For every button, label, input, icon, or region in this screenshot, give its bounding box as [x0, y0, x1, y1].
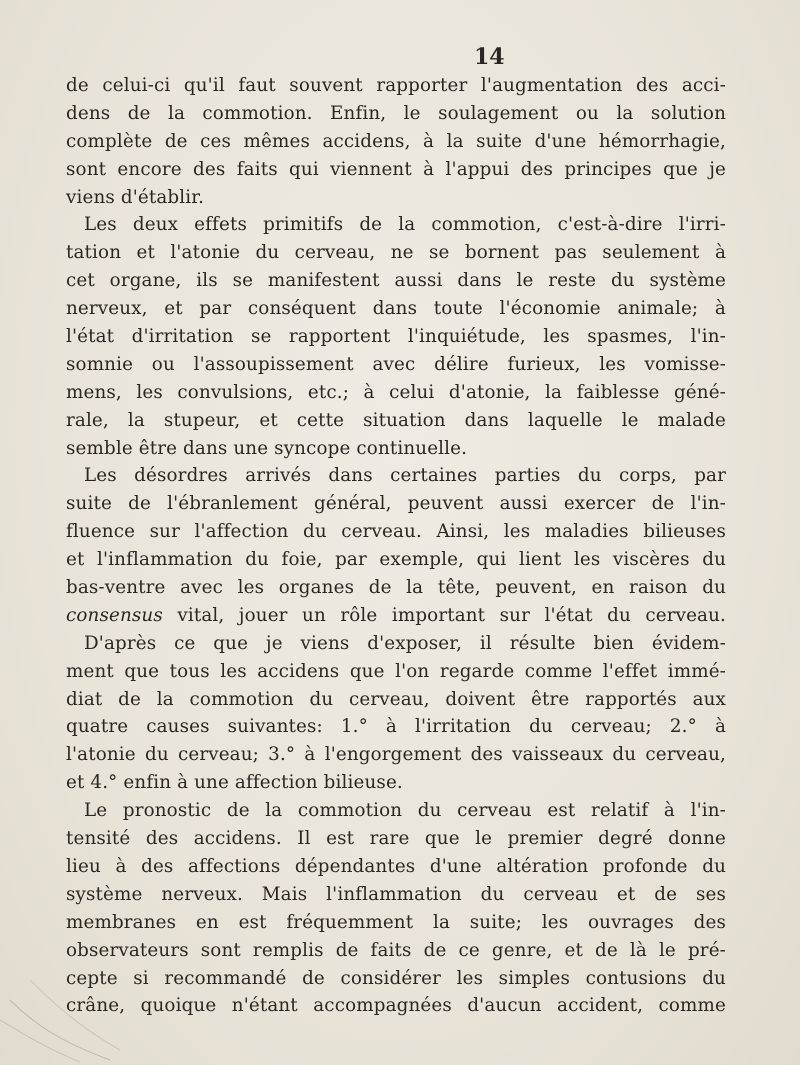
- text-line: quatre causes suivantes: 1.° à l'irritation du cerveau; 2.° à: [66, 716, 726, 738]
- text-line: dens de la commotion. Enfin, le soulagement ou la solution: [66, 102, 726, 124]
- text-line: l'atonie du cerveau; 3.° à l'engorgement des vaisseaux du cerveau,: [66, 744, 726, 766]
- text-line: lieu à des affections dépendantes d'une altération profonde du: [66, 855, 726, 877]
- text-line: cet organe, ils se manifestent aussi dans le reste du système: [66, 270, 726, 292]
- text-line: viens d'établir.: [66, 186, 205, 208]
- text-line: tation et l'atonie du cerveau, ne se bornent pas seulement à: [66, 242, 726, 264]
- page-number: 14: [474, 44, 505, 70]
- text-line: Les désordres arrivés dans certaines parties du corps, par: [84, 465, 726, 487]
- text-line: sont encore des faits qui viennent à l'appui des principes que je: [66, 158, 726, 180]
- text-line: mens, les convulsions, etc.; à celui d'atonie, la faiblesse géné-: [66, 381, 726, 403]
- body-text: [66, 72, 726, 1020]
- text-line: suite de l'ébranlement général, peuvent aussi exercer de l'in-: [66, 493, 726, 515]
- text-line: fluence sur l'affection du cerveau. Ainsi, les maladies bilieuses: [66, 521, 726, 543]
- text-line: Le pronostic de la commotion du cerveau est relatif à l'in-: [84, 800, 726, 822]
- text-line: nerveux, et par conséquent dans toute l'économie animale; à: [66, 298, 726, 320]
- text-line: crâne, quoique n'étant accompagnées d'aucun accident, comme: [66, 995, 726, 1017]
- text-line: membranes en est fréquemment la suite; les ouvrages des: [66, 911, 726, 933]
- text-line: [66, 602, 726, 630]
- text-line: rale, la stupeur, et cette situation dans laquelle le malade: [66, 409, 726, 431]
- text-line: cepte si recommandé de considérer les simples contusions du: [66, 967, 726, 989]
- text-line: et 4.° enfin à une affection bilieuse.: [66, 772, 403, 794]
- italic-word: consensus: [66, 604, 163, 626]
- text-line: l'état d'irritation se rapportent l'inquiétude, les spasmes, l'in-: [66, 326, 726, 348]
- text-line: Les deux effets primitifs de la commotion, c'est-à-dire l'irri-: [84, 214, 726, 236]
- text-line: de celui-ci qu'il faut souvent rapporter l'augmentation des acci-: [66, 75, 726, 96]
- text-line: somnie ou l'assoupissement avec délire furieux, les vomisse-: [66, 353, 726, 375]
- text-line: système nerveux. Mais l'inflammation du cerveau et de ses: [66, 883, 726, 905]
- text-line: ment que tous les accidens que l'on regarde comme l'effet immé-: [66, 660, 726, 682]
- line-text: vital, jouer un rôle important sur l'état du cerveau.: [162, 604, 726, 626]
- text-line: diat de la commotion du cerveau, doivent être rapportés aux: [66, 688, 726, 710]
- text-line: observateurs sont remplis de faits de ce genre, et de là le pré-: [66, 939, 726, 961]
- text-line: bas-ventre avec les organes de la tête, peuvent, en raison du: [66, 577, 726, 599]
- text-line: complète de ces mêmes accidens, à la suite d'une hémorrhagie,: [66, 130, 726, 152]
- text-line: semble être dans une syncope continuelle.: [66, 437, 468, 459]
- text-line: tensité des accidens. Il est rare que le premier degré donne: [66, 828, 726, 850]
- text-line: et l'inflammation du foie, par exemple, qui lient les viscères du: [66, 549, 726, 571]
- text-line: D'après ce que je viens d'exposer, il résulte bien évidem-: [84, 632, 726, 654]
